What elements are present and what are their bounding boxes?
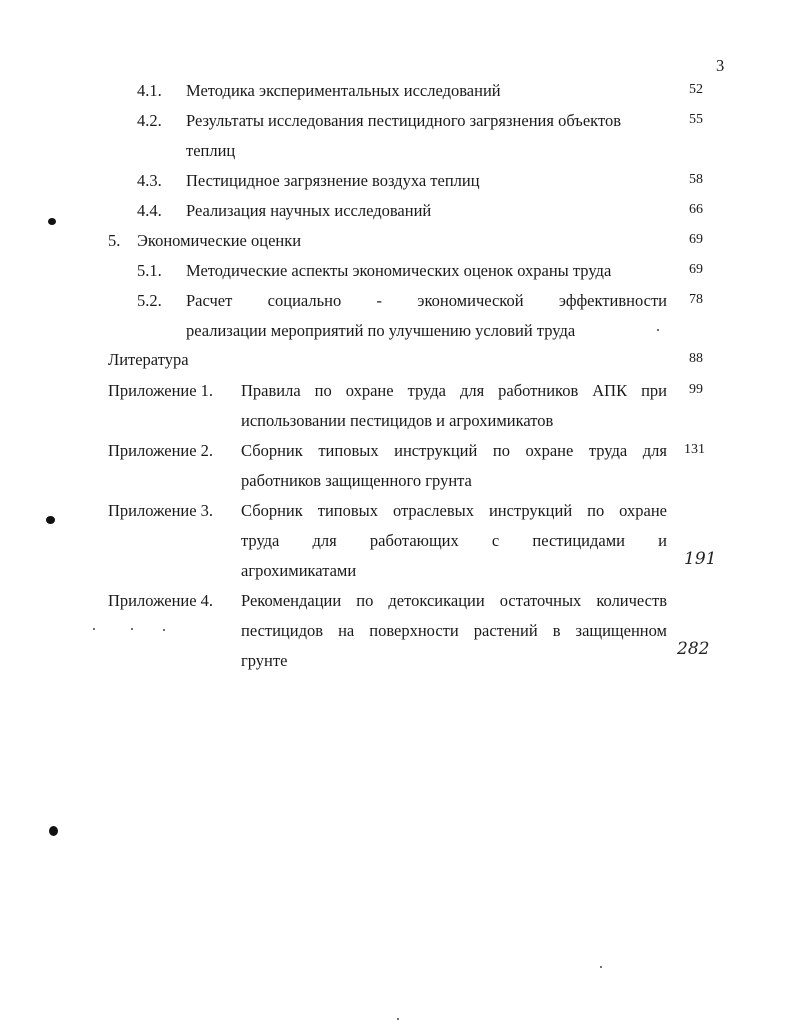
entry-page: 69	[689, 262, 703, 277]
entry-number: Приложение 1.	[108, 381, 214, 400]
entry-number: Приложение 2.	[108, 441, 214, 460]
entry-title: Расчет социально - экономической эффективности	[186, 291, 667, 310]
entry-number: 5.	[108, 231, 121, 250]
entry-page: 52	[689, 82, 703, 97]
entry-title: Правила по охране труда для работников АПК при	[241, 381, 667, 400]
entry-number: 4.1.	[137, 81, 162, 100]
scan-dot	[163, 629, 165, 631]
entry-number: Приложение 4.	[108, 591, 214, 610]
entry-number: 5.1.	[137, 261, 162, 280]
entry-page: 131	[684, 442, 705, 457]
page-number: 3	[716, 56, 725, 75]
scan-dot	[600, 966, 602, 968]
entry-page: 58	[689, 172, 703, 187]
entry-title-cont: работников защищенного грунта	[241, 471, 472, 490]
entry-title: Реализация научных исследований	[186, 201, 432, 220]
entry-title-cont-2: грунте	[241, 651, 288, 670]
entry-title: Рекомендации по детоксикации остаточных количеств	[241, 591, 667, 610]
entry-title: Методические аспекты экономических оценок охраны труда	[186, 261, 612, 280]
entry-number: 5.2.	[137, 291, 162, 310]
entry-title: Пестицидное загрязнение воздуха теплиц	[186, 171, 480, 190]
entry-page-handwritten: 282	[677, 639, 710, 659]
scan-dot	[397, 1018, 399, 1020]
entry-page: 99	[689, 382, 703, 397]
entry-title-cont: использовании пестицидов и агрохимикатов	[241, 411, 554, 430]
entry-number: 4.3.	[137, 171, 162, 190]
entry-page: 69	[689, 232, 703, 247]
entry-title: Литература	[108, 350, 189, 369]
entry-title: Сборник типовых инструкций по охране труда для	[241, 441, 667, 460]
entry-page: 78	[689, 292, 703, 307]
entry-page: 66	[689, 202, 703, 217]
entry-title: Результаты исследования пестицидного загрязнения объектов	[186, 111, 621, 130]
entry-title-cont: пестицидов на поверхности растений в защищенном	[241, 621, 667, 640]
scan-dot	[93, 628, 95, 630]
scan-dot	[131, 628, 133, 630]
entry-title-cont-2: агрохимикатами	[241, 561, 357, 580]
scan-dot	[657, 329, 659, 331]
entry-number: Приложение 3.	[108, 501, 214, 520]
scan-speck	[49, 826, 58, 836]
entry-page: 88	[689, 351, 703, 366]
entry-title-cont: теплиц	[186, 141, 236, 160]
entry-title: Сборник типовых отраслевых инструкций по охране	[241, 501, 667, 520]
entry-number: 4.4.	[137, 201, 162, 220]
scan-speck	[48, 218, 56, 225]
scan-speck	[46, 516, 55, 524]
entry-title-cont: труда для работающих с пестицидами и	[241, 531, 667, 550]
entry-page-handwritten: 191	[684, 549, 717, 569]
entry-title: Методика экспериментальных исследований	[186, 81, 501, 100]
entry-title: Экономические оценки	[137, 231, 302, 250]
entry-page: 55	[689, 112, 703, 127]
entry-title-cont: реализации мероприятий по улучшению условий труда	[186, 321, 576, 340]
entry-number: 4.2.	[137, 111, 162, 130]
